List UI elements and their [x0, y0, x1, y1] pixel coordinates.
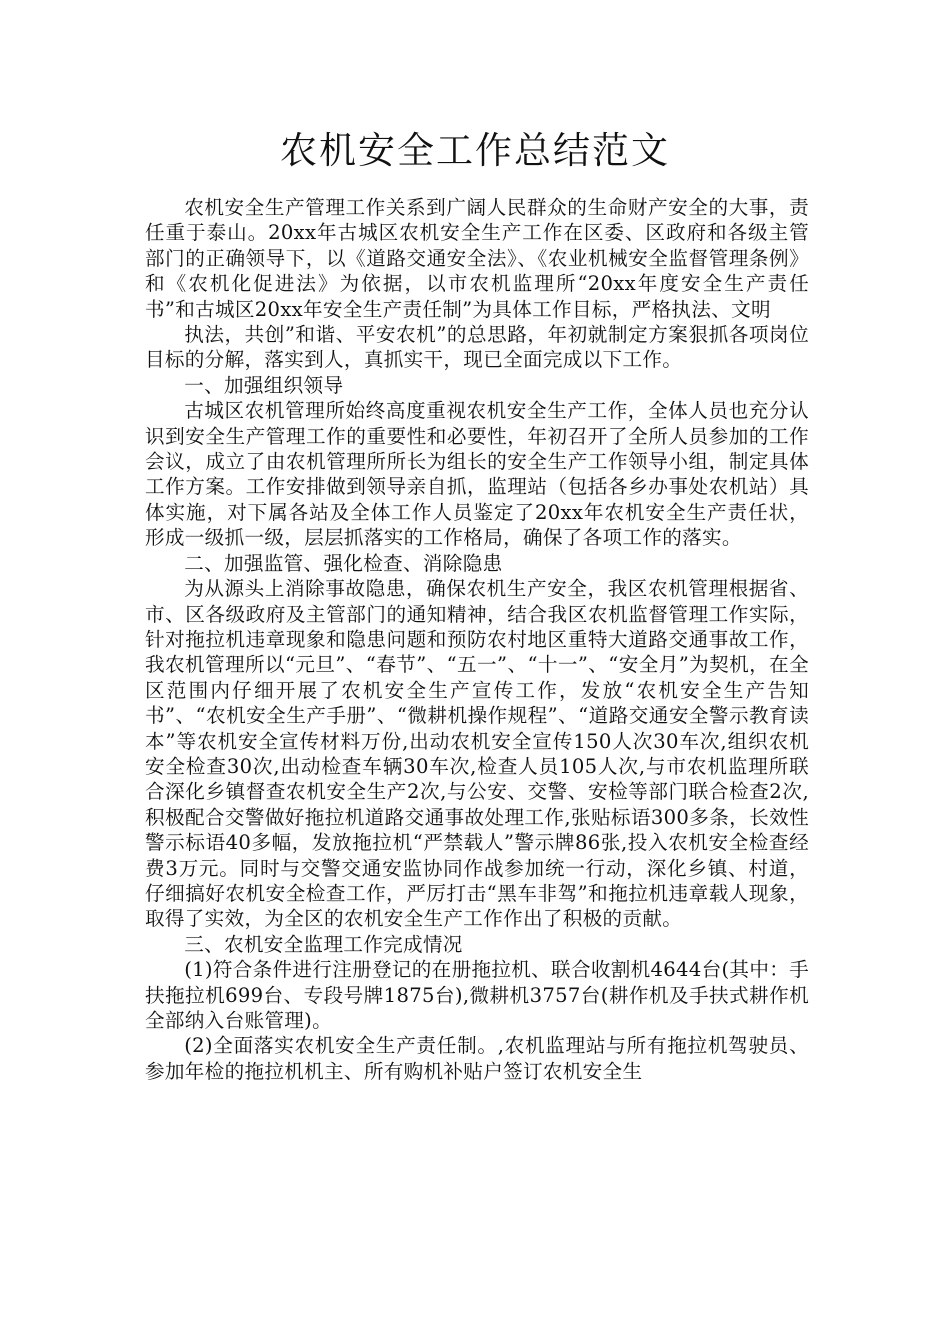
paragraph-intro-continued: 执法，共创”和谐、平安农机”的总思路，年初就制定方案狠抓各项岗位目标的分解，落实到人，真抓实干，现已全面完成以下工作。: [145, 323, 809, 372]
paragraph-section-2: 为从源头上消除事故隐患，确保农机生产安全，我区农机管理根据省、市、区各级政府及主管部门的通知精神，结合我区农机监督管理工作实际，针对拖拉机违章现象和隐患问题和预防农村地区重特大道路交通事故工作，我农机管理所以“元旦”、“春节”、“五一”、“十一”、“安全月”为契机，在全区范围内仔细开展了农机安全生产宣传工作，发放“农机安全生产告知书”、“农机安全生产手册”、“微耕机操作规程”、“道路交通安全警示教育读本”等农机安全宣传材料万份,出动农机安全宣传150人次30车次,组织农机安全检查30次,出动检查车辆30车次,检查人员105人次,与市农机监理所联合深化乡镇督查农机安全生产2次,与公安、交警、安检等部门联合检查2次,积极配合交警做好拖拉机道路交通事故处理工作,张贴标语300多条，长效性警示标语40多幅，发放拖拉机“严禁载人”警示牌86张,投入农机安全检查经费3万元。同时与交警交通安监协同作战参加统一行动，深化乡镇、村道，仔细搞好农机安全检查工作，严厉打击“黑车非驾”和拖拉机违章载人现象，取得了实效，为全区的农机安全生产工作作出了积极的贡献。: [145, 577, 809, 931]
section-heading-1: 一、加强组织领导: [184, 373, 344, 397]
paragraph-intro: 农机安全生产管理工作关系到广阔人民群众的生命财产安全的大事，责任重于泰山。20xx年古城区农机安全生产工作在区委、区政府和各级主管部门的正确领导下，以《道路交通安全法》、《农业机械安全监督管理条例》和《农机化促进法》为依据，以市农机监理所“20xx年度安全生产责任书”和古城区20xx年安全生产责任制”为具体工作目标，严格执法、文明: [145, 196, 809, 321]
document-title: 农机安全工作总结范文: [280, 129, 670, 172]
section-heading-2: 二、加强监管、强化检查、消除隐患: [184, 551, 503, 575]
section-heading-3: 三、农机安全监理工作完成情况: [184, 932, 463, 956]
paragraph-section-1: 古城区农机管理所始终高度重视农机安全生产工作，全体人员也充分认识到安全生产管理工作的重要性和必要性，年初召开了全所人员参加的工作会议，成立了由农机管理所所长为组长的安全生产工作领导小组，制定具体工作方案。工作安排做到领导亲自抓，监理站（包括各乡办事处农机站）具体实施，对下属各站及全体工作人员鉴定了20xx年农机安全生产责任状，形成一级抓一级，层层抓落实的工作格局，确保了各项工作的落实。: [145, 399, 809, 550]
document-body: [145, 195, 809, 1084]
paragraph-item-2: (2)全面落实农机安全生产责任制。,农机监理站与所有拖拉机驾驶员、参加年检的拖拉机机主、所有购机补贴户签订农机安全生: [145, 1034, 809, 1083]
paragraph-item-1: (1)符合条件进行注册登记的在册拖拉机、联合收割机4644台(其中：手扶拖拉机699台、专段号牌1875台),微耕机3757台(耕作机及手扶式耕作机全部纳入台账管理)。: [145, 958, 809, 1032]
